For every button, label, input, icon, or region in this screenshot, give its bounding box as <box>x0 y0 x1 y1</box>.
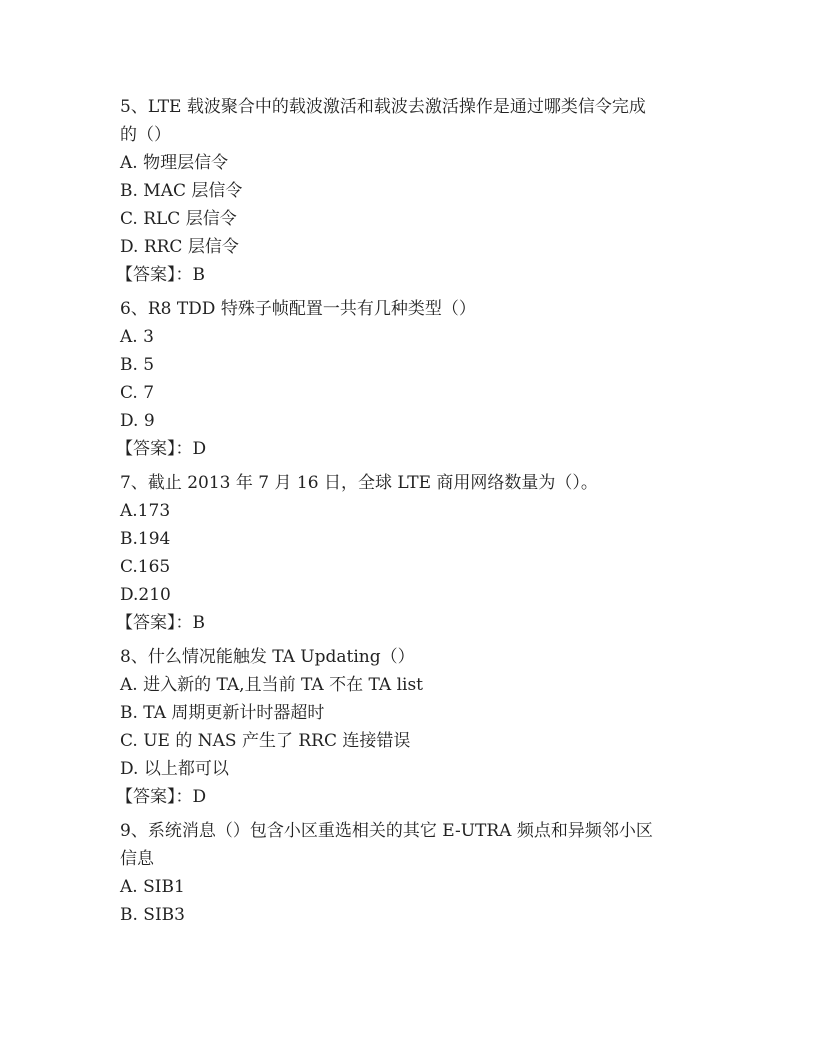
option-b: B. SIB3 <box>120 905 185 925</box>
option-d: D. 以上都可以 <box>120 759 229 779</box>
option-b: B. MAC 层信令 <box>120 181 243 201</box>
option-d: D. RRC 层信令 <box>120 237 239 257</box>
question-6 <box>116 295 700 463</box>
option-a: A. 进入新的 TA,且当前 TA 不在 TA list <box>120 675 423 695</box>
option-c: C. UE 的 NAS 产生了 RRC 连接错误 <box>120 731 411 751</box>
question-8 <box>116 643 700 811</box>
document-page <box>116 93 700 929</box>
option-d: D. 9 <box>120 411 155 431</box>
option-a: A. SIB1 <box>120 877 185 897</box>
answer: 【答案】：D <box>116 439 207 459</box>
answer: 【答案】：B <box>116 613 205 633</box>
question-5 <box>116 93 700 289</box>
question-title: 8、什么情况能触发 TA Updating（） <box>120 647 415 667</box>
option-b: B. 5 <box>120 355 155 375</box>
question-title: 7、截止 2013 年 7 月 16 日，全球 LTE 商用网络数量为（）。 <box>120 473 598 493</box>
question-title: 6、R8 TDD 特殊子帧配置一共有几种类型（） <box>120 299 476 319</box>
option-b: B.194 <box>120 529 171 549</box>
question-9 <box>120 817 700 929</box>
question-title: 5、LTE 载波聚合中的载波激活和载波去激活操作是通过哪类信令完成 <box>120 97 646 117</box>
question-title: 9、系统消息（）包含小区重选相关的其它 E-UTRA 频点和异频邻小区 <box>120 821 653 841</box>
option-a: A. 物理层信令 <box>120 153 229 173</box>
answer: 【答案】：B <box>116 265 205 285</box>
option-b: B. TA 周期更新计时器超时 <box>120 703 325 723</box>
option-a: A. 3 <box>120 327 154 347</box>
option-c: C.165 <box>120 557 171 577</box>
question-title-cont: 的（） <box>120 125 171 145</box>
answer: 【答案】：D <box>116 787 207 807</box>
option-c: C. 7 <box>120 383 155 403</box>
question-title-cont: 信息 <box>120 849 154 869</box>
option-d: D.210 <box>120 585 171 605</box>
question-7 <box>116 469 700 637</box>
option-c: C. RLC 层信令 <box>120 209 237 229</box>
option-a: A.173 <box>120 501 171 521</box>
